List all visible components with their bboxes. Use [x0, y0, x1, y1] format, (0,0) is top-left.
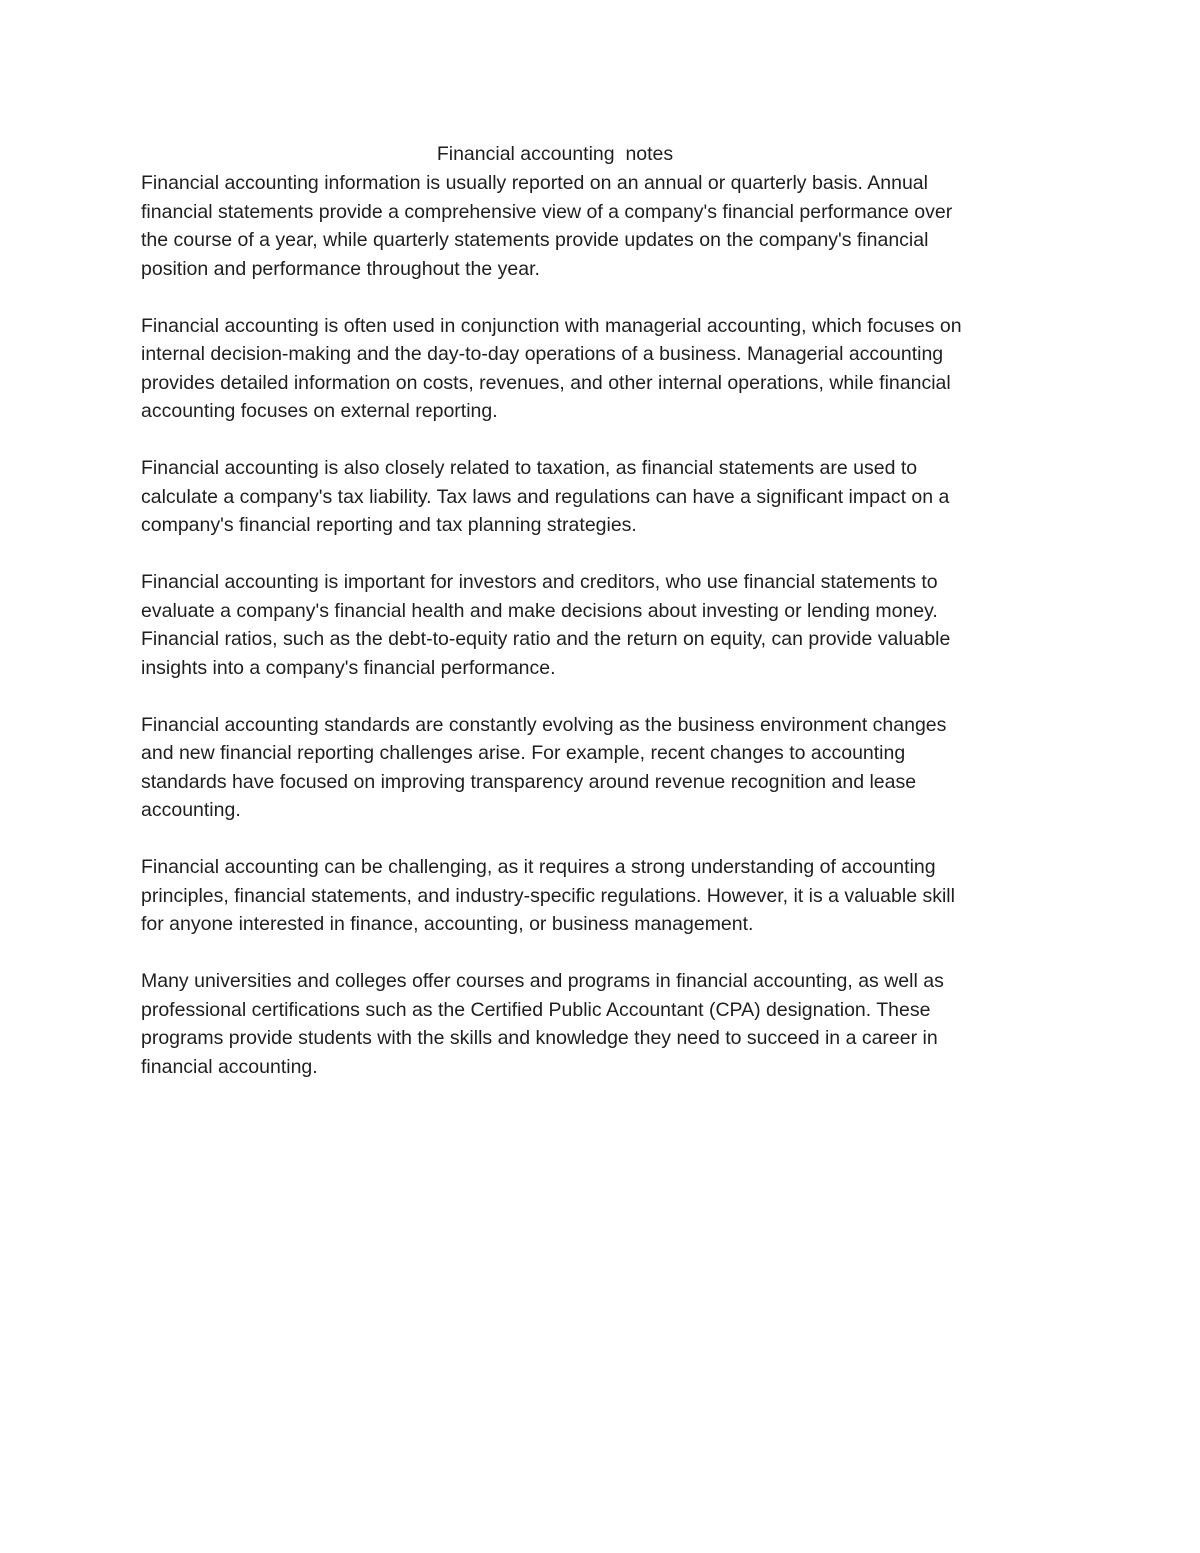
document-title: Financial accounting notes: [436, 143, 674, 165]
text-line: Financial accounting can be challenging, as it requires a strong understanding of accounting: [141, 856, 936, 878]
text-line: the course of a year, while quarterly statements provide updates on the company's financial: [141, 229, 929, 251]
text-line: Financial accounting information is usually reported on an annual or quarterly basis. Annual: [141, 172, 928, 194]
text-line: internal decision-making and the day-to-day operations of a business. Managerial accounting: [141, 343, 944, 365]
text-line: calculate a company's tax liability. Tax laws and regulations can have a significant impact on a: [141, 485, 950, 508]
text-line: evaluate a company's financial health and make decisions about investing or lending money.: [141, 599, 938, 622]
text-line: Financial accounting is also closely related to taxation, as financial statements are used to: [141, 457, 918, 479]
text-line: for anyone interested in finance, accounting, or business management.: [141, 913, 754, 935]
paragraph-managerial-accounting: [141, 312, 1066, 426]
text-line: Financial accounting standards are constantly evolving as the business environment changes: [141, 713, 947, 736]
text-line: financial accounting.: [141, 1055, 318, 1078]
text-line: Financial accounting is important for investors and creditors, who use financial statements to: [141, 571, 938, 593]
text-line: programs provide students with the skills and knowledge they need to succeed in a career in: [141, 1027, 938, 1049]
text-line: Many universities and colleges offer courses and programs in financial accounting, as well as: [141, 970, 944, 992]
paragraph-challenges: [141, 853, 1066, 939]
text-line: principles, financial statements, and industry-specific regulations. However, it is a valuable skill: [141, 884, 955, 907]
paragraph-investors-creditors: [141, 568, 1066, 682]
text-line: provides detailed information on costs, revenues, and other internal operations, while financial: [141, 371, 951, 394]
document-body: [141, 169, 1066, 1110]
text-line: insights into a company's financial performance.: [141, 656, 556, 679]
text-line: company's financial reporting and tax planning strategies.: [141, 514, 637, 536]
text-line: accounting.: [141, 799, 241, 821]
text-line: Financial accounting is often used in conjunction with managerial accounting, which focuses on: [141, 314, 962, 337]
paragraph-standards: [141, 711, 1066, 825]
text-line: financial statements provide a comprehensive view of a company's financial performance over: [141, 200, 953, 223]
text-line: accounting focuses on external reporting.: [141, 400, 498, 422]
text-line: and new financial reporting challenges arise. For example, recent changes to accounting: [141, 742, 906, 764]
text-line: position and performance throughout the year.: [141, 257, 540, 280]
paragraph-education: [141, 967, 1066, 1081]
paragraph-reporting-frequency: [141, 169, 1066, 283]
text-line: standards have focused on improving transparency around revenue recognition and lease: [141, 770, 917, 793]
text-line: Financial ratios, such as the debt-to-equity ratio and the return on equity, can provide valuable: [141, 628, 951, 650]
paragraph-taxation: [141, 454, 1066, 540]
text-line: professional certifications such as the Certified Public Accountant (CPA) designation. These: [141, 998, 931, 1021]
